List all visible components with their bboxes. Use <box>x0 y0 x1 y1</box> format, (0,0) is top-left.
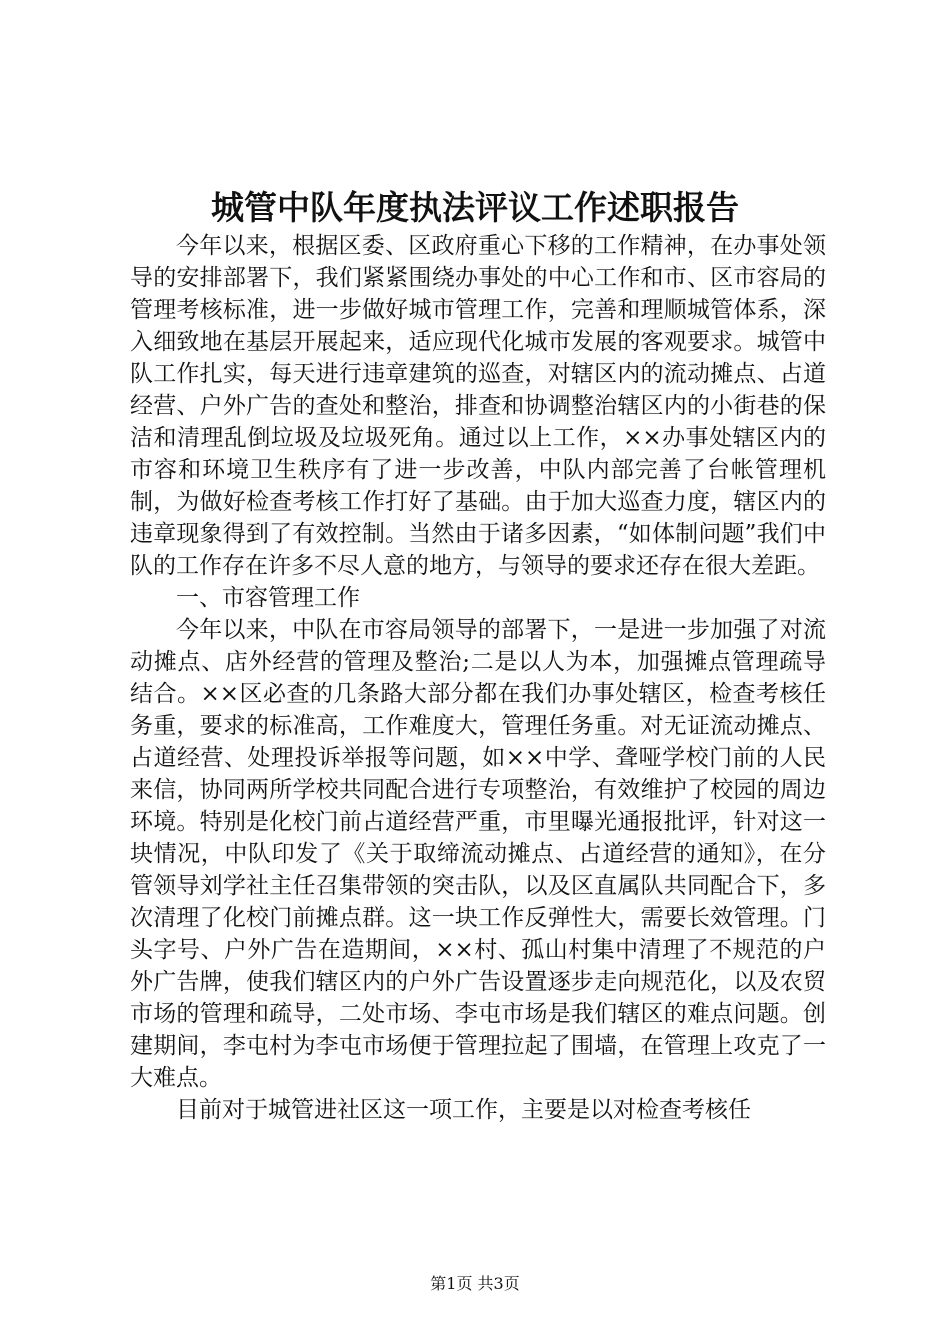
paragraph-community-work: 目前对于城管进社区这一项工作，主要是以对检查考核任 <box>176 1097 751 1123</box>
paragraph-intro: 今年以来，根据区委、区政府重心下移的工作精神，在办事处领导的安排部署下，我们紧紧围绕办事处的中心工作和市、区市容局的管理考核标准，进一步做好城市管理工作，完善和理顺城管体系，深入细致地在基层开展起来，适应现代化城市发展的客观要求。城管中队工作扎实，每天进行违章建筑的巡查，对辖区内的流动摊点、占道经营、户外广告的查处和整治，排查和协调整治辖区内的小街巷的保洁和清理乱倒垃圾及垃圾死角。通过以上工作，××办事处辖区内的市容和环境卫生秩序有了进一步改善，中队内部完善了台帐管理机制，为做好检查考核工作打好了基础。由于加大巡查力度，辖区内的违章现象得到了有效控制。当然由于诸多因素，“如体制问题”我们中队的工作存在许多不尽人意的地方，与领导的要求还存在很大差距。 <box>130 233 826 579</box>
page-footer: 第1页 共3页 <box>430 1274 520 1293</box>
section-heading-city-appearance: 一、市容管理工作 <box>176 585 360 611</box>
document-title: 城管中队年度执法评议工作述职报告 <box>211 188 739 227</box>
document-body <box>130 230 826 1126</box>
paragraph-city-appearance-work: 今年以来，中队在市容局领导的部署下，一是进一步加强了对流动摊点、店外经营的管理及整治;二是以人为本，加强摊点管理疏导结合。××区必查的几条路大部分都在我们办事处辖区，检查考核任务重，要求的标准高，工作难度大，管理任务重。对无证流动摊点、占道经营、处理投诉举报等问题，如××中学、聋哑学校门前的人民来信，协同两所学校共同配合进行专项整治，有效维护了校园的周边环境。特别是化校门前占道经营严重，市里曝光通报批评，针对这一块情况，中队印发了《关于取缔流动摊点、占道经营的通知》，在分管领导刘学社主任召集带领的突击队，以及区直属队共同配合下，多次清理了化校门前摊点群。这一块工作反弹性大，需要长效管理。门头字号、户外广告在造期间，××村、孤山村集中清理了不规范的户外广告牌，使我们辖区内的户外广告设置逐步走向规范化，以及农贸市场的管理和疏导，二处市场、李屯市场是我们辖区的难点问题。创建期间，李屯村为李屯市场便于管理拉起了围墙，在管理上攻克了一大难点。 <box>130 617 826 1091</box>
